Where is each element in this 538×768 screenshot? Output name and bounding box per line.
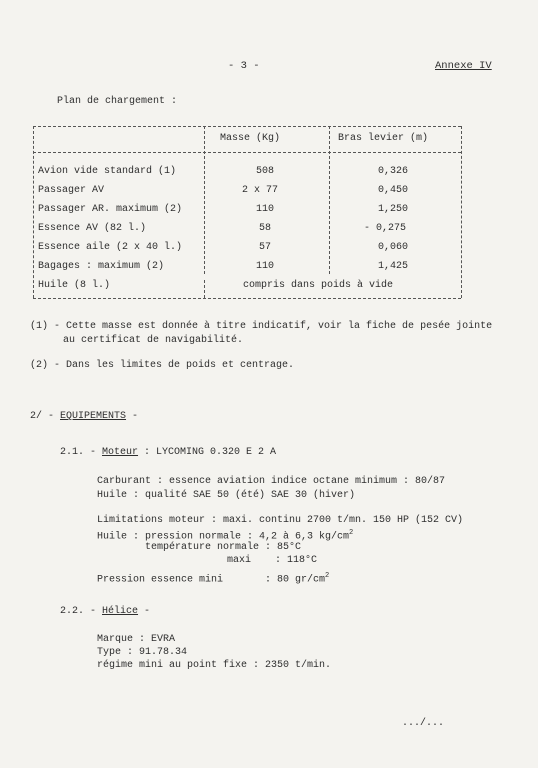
propeller-heading bbox=[60, 606, 150, 617]
table-col-divider-2 bbox=[329, 126, 330, 274]
column-header-mass: Masse (Kg) bbox=[220, 133, 281, 144]
motor-limitations: Limitations moteur : maxi. continu 2700 t/mn. 150 HP (152 CV) bbox=[97, 515, 464, 526]
motor-value: : LYCOMING 0.320 E 2 A bbox=[138, 447, 277, 458]
fuel-pressure-exponent: 2 bbox=[325, 572, 330, 580]
section-dash: - bbox=[126, 411, 139, 422]
fuel-pressure-min bbox=[97, 572, 329, 585]
table-row-mass: 58 bbox=[259, 223, 272, 234]
table-row-label: Passager AR. maximum (2) bbox=[38, 204, 183, 215]
annex-label: Annexe IV bbox=[435, 60, 492, 72]
column-header-arm: Bras levier (m) bbox=[338, 133, 429, 144]
table-row-label: Bagages : maximum (2) bbox=[38, 261, 165, 272]
propeller-type: Type : 91.78.34 bbox=[97, 647, 188, 658]
table-row-mass: 508 bbox=[256, 166, 275, 177]
section-title: EQUIPEMENTS bbox=[60, 411, 127, 422]
table-row-mass: 110 bbox=[256, 261, 275, 272]
table-row-label: Huile (8 l.) bbox=[38, 280, 111, 291]
note-1-line-2: au certificat de navigabilité. bbox=[63, 335, 244, 346]
table-col-divider-1-last bbox=[204, 280, 205, 298]
note-1-line-1: (1) - Cette masse est donnée à titre indicatif, voir la fiche de pesée jointe bbox=[30, 321, 493, 332]
table-row-label: Essence AV (82 l.) bbox=[38, 223, 147, 234]
table-col-divider-1 bbox=[204, 126, 205, 274]
motor-heading bbox=[60, 447, 276, 458]
oil-pressure-normal bbox=[97, 529, 353, 542]
oil-pressure-exponent: 2 bbox=[349, 529, 354, 537]
table-row-label: Passager AV bbox=[38, 185, 105, 196]
motor-number: 2.1. - bbox=[60, 447, 103, 458]
page-number: - 3 - bbox=[228, 60, 260, 72]
oil-temp-normal: température normale : 85°C bbox=[145, 542, 302, 553]
oil-pressure-text: Huile : pression normale : 4,2 à 6,3 kg/cm bbox=[97, 531, 350, 543]
propeller-brand: Marque : EVRA bbox=[97, 634, 176, 645]
section-number: 2/ - bbox=[30, 411, 61, 422]
section-heading bbox=[30, 411, 138, 422]
table-row-arm: 0,450 bbox=[378, 185, 409, 196]
table-top-border bbox=[33, 126, 461, 127]
table-row-mass: 110 bbox=[256, 204, 275, 215]
propeller-label: Hélice bbox=[102, 606, 139, 617]
fuel-pressure-text: Pression essence mini : 80 gr/cm bbox=[97, 574, 326, 586]
table-left-border bbox=[33, 126, 34, 298]
table-row-arm: - 0,275 bbox=[364, 223, 407, 234]
table-row-mass: 2 x 77 bbox=[242, 185, 279, 196]
table-bottom-border bbox=[33, 298, 461, 299]
table-row-arm: 1,250 bbox=[378, 204, 409, 215]
propeller-dash: - bbox=[138, 606, 151, 617]
propeller-regime: régime mini au point fixe : 2350 t/min. bbox=[97, 660, 332, 671]
table-row-label: Essence aile (2 x 40 l.) bbox=[38, 242, 183, 253]
table-row-mass: 57 bbox=[259, 242, 272, 253]
continuation-mark: .../... bbox=[402, 718, 445, 729]
table-row-arm: 1,425 bbox=[378, 261, 409, 272]
motor-label: Moteur bbox=[102, 447, 139, 458]
table-row-arm: 0,326 bbox=[378, 166, 409, 177]
table-row-note: compris dans poids à vide bbox=[243, 280, 394, 291]
motor-fuel: Carburant : essence aviation indice octane minimum : 80/87 bbox=[97, 476, 446, 487]
table-header-border bbox=[33, 152, 461, 153]
plan-title: Plan de chargement : bbox=[57, 96, 178, 107]
table-row-label: Avion vide standard (1) bbox=[38, 166, 177, 177]
motor-oil: Huile : qualité SAE 50 (été) SAE 30 (hiver) bbox=[97, 490, 356, 501]
oil-temp-max: maxi : 118°C bbox=[227, 555, 318, 566]
propeller-number: 2.2. - bbox=[60, 606, 103, 617]
table-row-arm: 0,060 bbox=[378, 242, 409, 253]
table-right-border bbox=[461, 126, 462, 298]
note-2: (2) - Dans les limites de poids et centrage. bbox=[30, 360, 295, 371]
